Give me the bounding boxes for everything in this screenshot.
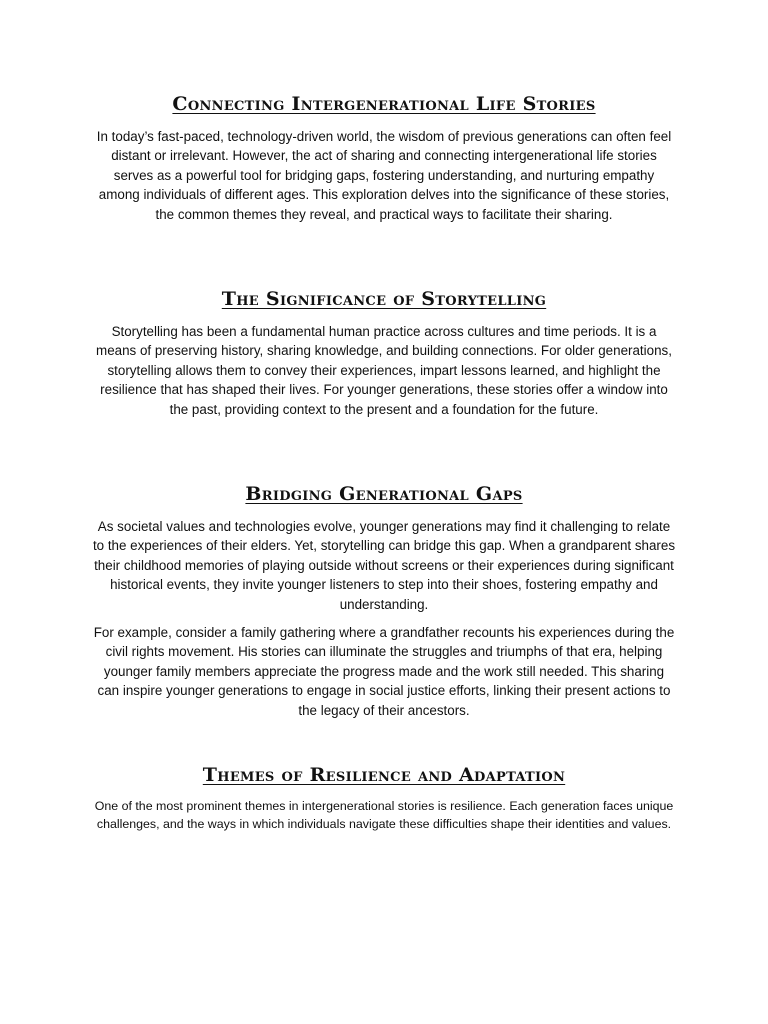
section-paragraph: One of the most prominent themes in intergenerational stories is resilience. Each generation faces unique challenges, and the ways in which individuals navigate these difficulties shape their identities and values. (94, 799, 674, 831)
section-paragraph: For example, consider a family gathering where a grandfather recounts his experiences during the civil rights movement. His stories can illuminate the struggles and triumphs of that era, helping younger family members appreciate the progress made and the work still needed. This sharing can inspire younger generations to engage in social justice efforts, linking their present actions to the legacy of their ancestors. (93, 625, 675, 718)
section-paragraph: As societal values and technologies evolve, younger generations may find it challenging to relate to the experiences of their elders. Yet, storytelling can bridge this gap. When a grandparent shares their childhood memories of playing outside without screens or their experiences during significant historical events, they invite younger listeners to step into their shoes, fostering empathy and understanding. (92, 519, 676, 612)
section-heading: The Significance of Storytelling (221, 288, 547, 310)
section-paragraph: In today’s fast-paced, technology-driven world, the wisdom of previous generations can often feel distant or irrelevant. However, the act of sharing and connecting intergenerational life stories serves as a powerful tool for bridging gaps, fostering understanding, and nurturing empathy among individuals of different ages. This exploration delves into the significance of these stories, the common themes they reveal, and practical ways to facilitate their sharing. (96, 129, 672, 222)
section-heading: Connecting Intergenerational Life Stories (172, 93, 596, 115)
section-paragraph: Storytelling has been a fundamental human practice across cultures and time periods. It is a means of preserving history, sharing knowledge, and building connections. For older generations, storytelling allows them to convey their experiences, impart lessons learned, and highlight the resilience that has shaped their lives. For younger generations, these stories offer a window into the past, providing context to the present and a foundation for the future. (96, 324, 672, 417)
section-heading: Themes of Resilience and Adaptation (202, 764, 566, 786)
section-heading: Bridging Generational Gaps (245, 483, 523, 505)
